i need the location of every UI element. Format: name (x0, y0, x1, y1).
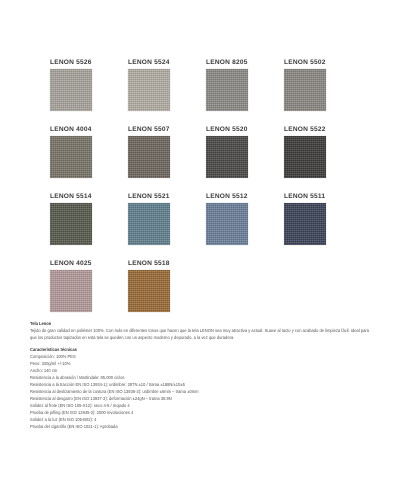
fabric-swatch (128, 270, 170, 312)
swatch-item (284, 192, 350, 245)
spec-line: Prueba del cigarrillo (EN ISO 1021-1): Aprobada (30, 424, 118, 429)
fabric-swatch (128, 203, 170, 245)
spec-line: Composición: 100% PES (30, 354, 76, 359)
spec-line: Resistencia al desgarro (EN ISO 13937-3): deformación ±24gN – trama 38.9N (30, 396, 172, 401)
fabric-swatch (50, 69, 92, 111)
fabric-swatch (50, 203, 92, 245)
fabric-swatch (284, 69, 326, 111)
fabric-swatch (128, 136, 170, 178)
spec-line: Peso: 320g/ml +/-10% (30, 361, 71, 366)
spec-line: Resistencia a la tracción EN ISO 13934-1): urdimbre: 287N ±10 / trama ±188N/±10±5 (30, 382, 185, 387)
swatch-label: LENON 8205 (206, 59, 248, 66)
fabric-swatch (50, 270, 92, 312)
fabric-swatch (284, 203, 326, 245)
swatch-item (206, 125, 272, 178)
swatch-item (50, 192, 116, 245)
swatch-label: LENON 5520 (206, 126, 248, 133)
fabric-info (30, 320, 370, 430)
swatch-item (128, 259, 194, 312)
swatch-item (128, 58, 194, 111)
swatch-label: LENON 5514 (50, 193, 92, 200)
swatch-label: LENON 4025 (50, 260, 92, 267)
fabric-swatch (50, 136, 92, 178)
swatch-item (284, 58, 350, 111)
specs-title: Características técnicas (30, 347, 77, 352)
swatch-label: LENON 4004 (50, 126, 92, 133)
info-title: Tela Lenon (30, 321, 52, 326)
info-description: Tejido de gran calidad en poliéster 100%. Con más en diferentes tonos que hacen que la tela LENON sea muy atractiva y actual. Suave al tacto y con acabado de limpieza fácil. Ideal para que los productos tapizados en esta tela se queden con un aspecto moderno y depurado, a la vez que duradera. (30, 328, 370, 340)
swatch-label: LENON 5526 (50, 59, 92, 66)
fabric-swatch (128, 69, 170, 111)
swatch-item (50, 58, 116, 111)
swatch-label: LENON 5521 (128, 193, 170, 200)
swatch-item (284, 125, 350, 178)
spec-line: Prueba de pilling (EN ISO 12945-2): 2000 revoluciones 4 (30, 410, 134, 415)
swatch-label: LENON 5518 (128, 260, 170, 267)
swatch-item (206, 58, 272, 111)
spec-line: Solidez al frote (EN ISO 105-X12): seco 4-5 / mojado 4 (30, 403, 130, 408)
spec-line: Ancho: 140 cm (30, 368, 58, 373)
swatch-item (128, 192, 194, 245)
swatch-grid (50, 58, 350, 312)
swatch-label: LENON 5512 (206, 193, 248, 200)
specs-list (30, 353, 370, 430)
fabric-swatch (284, 136, 326, 178)
spec-line: Resistencia al deslizamiento de la costura (EN ISO 13936-2): urdimbre ±6mm – trama ±0mm (30, 389, 199, 394)
swatch-item (50, 125, 116, 178)
swatch-item (50, 259, 116, 312)
swatch-item (206, 192, 272, 245)
spec-line: Solidez a la luz (EN ISO 105-B02): 4 (30, 417, 97, 422)
swatch-item (128, 125, 194, 178)
swatch-label: LENON 5511 (284, 193, 326, 200)
spec-line: Resistencia a la abrasión / Martindale: 85.000 ciclos (30, 375, 125, 380)
fabric-swatch (206, 136, 248, 178)
swatch-label: LENON 5524 (128, 59, 170, 66)
fabric-swatch (206, 69, 248, 111)
swatch-label: LENON 5507 (128, 126, 170, 133)
swatch-label: LENON 5522 (284, 126, 326, 133)
swatch-label: LENON 5502 (284, 59, 326, 66)
fabric-swatch (206, 203, 248, 245)
